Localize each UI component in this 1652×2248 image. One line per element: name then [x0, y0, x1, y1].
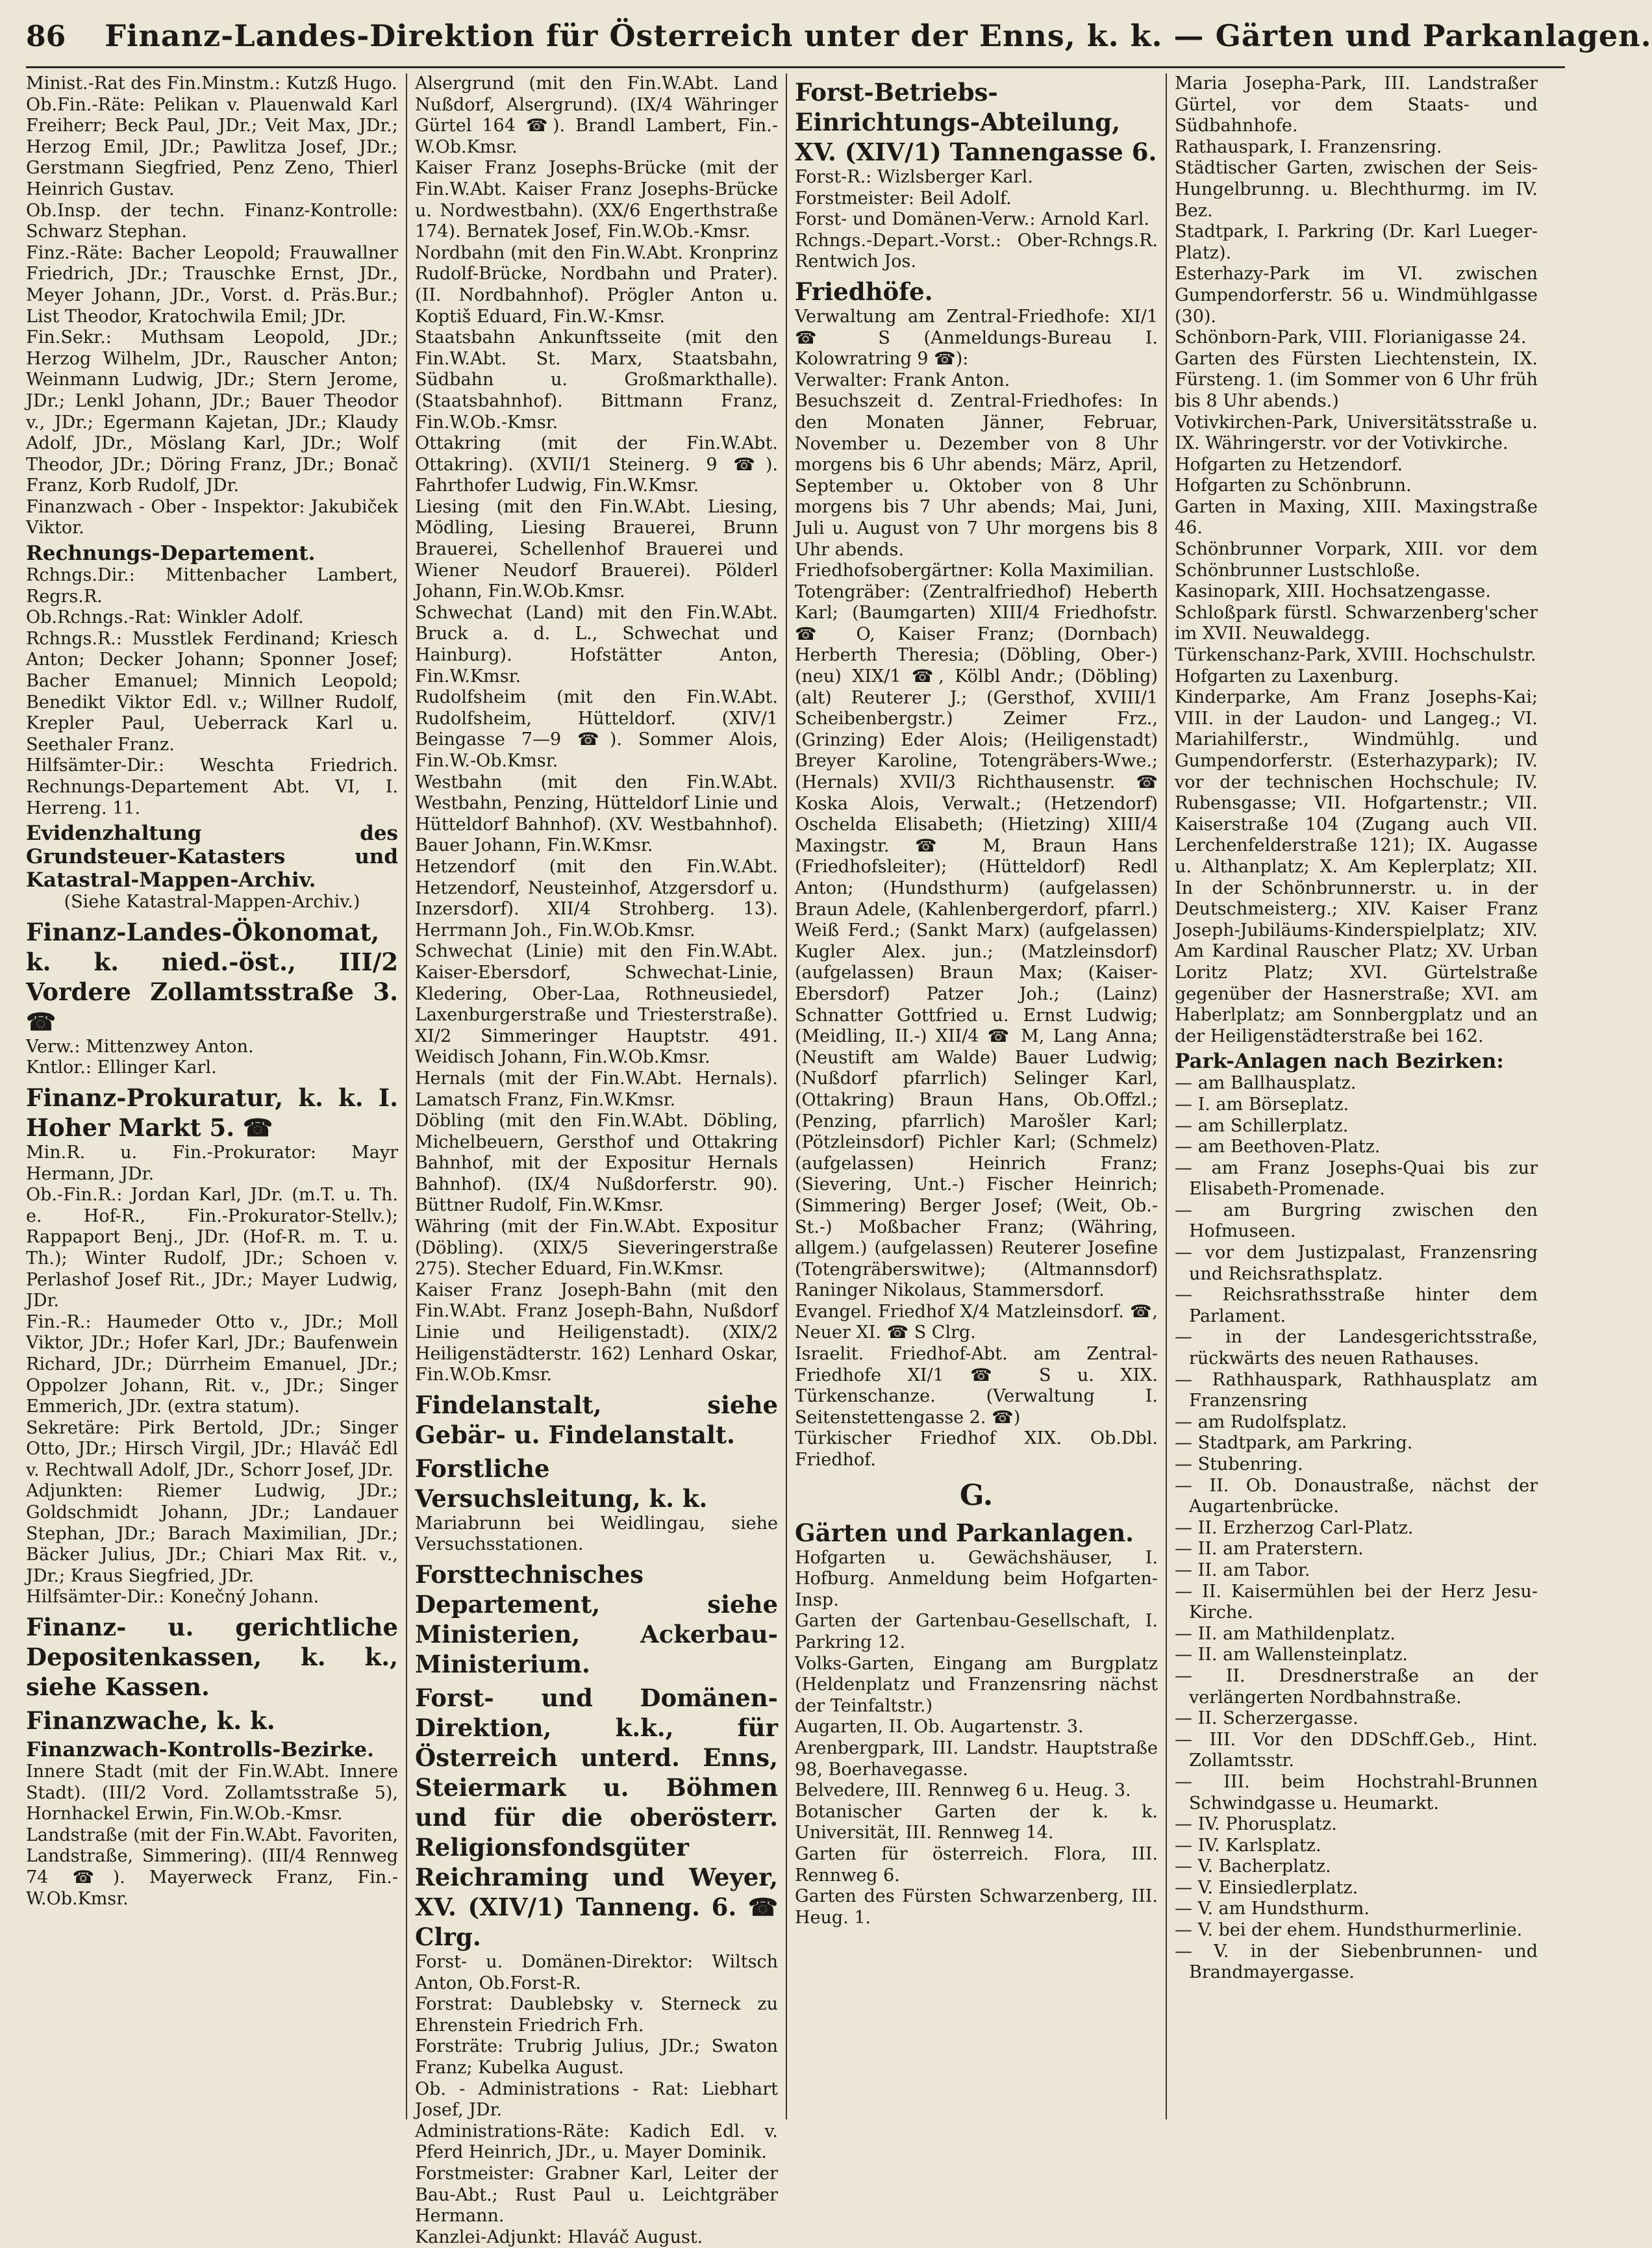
text-entry: Belvedere, III. Rennweg 6 u. Heug. 3.	[795, 1780, 1131, 1801]
text-entry: Garten für österreich. Flora, III. Rennweg 6.	[795, 1843, 1158, 1886]
list-entry: — am Ballhausplatz.	[1175, 1073, 1357, 1094]
section-heading: Forstliche Versuchsleitung, k. k.	[415, 1454, 708, 1513]
list-entry: — am Rudolfsplatz.	[1175, 1411, 1347, 1432]
centered-note: (Siehe Katastral-Mappen-Archiv.)	[64, 892, 360, 913]
list-entry: — V. in der Siebenbrunnen- und Brandmayergasse.	[1175, 1941, 1538, 1983]
text-entry: Evangel. Friedhof X/4 Matzleinsdorf. ☎, Neuer XI. ☎ S Clrg.	[795, 1301, 1158, 1343]
text-entry: Kaiser Franz Joseph-Bahn (mit den Fin.W.Abt. Franz Joseph-Bahn, Nußdorf Linie und Heiligenstadt). (XIX/2 Heiligenstädterstr. 162) Lenhard Oskar, Fin.W.Ob.Kmsr.	[415, 1280, 778, 1385]
text-entry: Schloßpark fürstl. Schwarzenberg'scher im XVII. Neuwaldegg.	[1175, 602, 1538, 644]
list-entry: — IV. Phorusplatz.	[1175, 1814, 1337, 1835]
section-heading: Finanz-Prokuratur, k. k. I. Hoher Markt 5. ☎	[26, 1083, 398, 1142]
text-entry: Westbahn (mit den Fin.W.Abt. Westbahn, Penzing, Hütteldorf Linie und Hütteldorf Bahnhof). (XV. Westbahnhof). Bauer Johann, Fin.W.Kmsr.	[415, 772, 778, 856]
text-entry: Forst- u. Domänen-Direktor: Wiltsch Anton, Ob.Forst-R.	[415, 1952, 778, 1993]
section-heading: Finanz-Landes-Ökonomat, k. k. nied.-öst., III/2 Vordere Zollamtsstraße 3. ☎	[26, 917, 398, 1036]
text-entry: Forsträte: Trubrig Julius, JDr.; Swaton Franz; Kubelka August.	[415, 2036, 778, 2078]
text-entry: Forstrat: Daublebsky v. Sterneck zu Ehrenstein Friedrich Frh.	[415, 1994, 778, 2036]
text-entry: Ottakring (mit der Fin.W.Abt. Ottakring). (XVII/1 Steinerg. 9 ☎). Fahrthofer Ludwig, Fin.W.Kmsr.	[415, 433, 778, 496]
list-entry: — II. Erzherzog Carl-Platz.	[1175, 1517, 1414, 1538]
text-entry: Hetzendorf (mit den Fin.W.Abt. Hetzendorf, Neusteinhof, Atzgersdorf u. Inzersdorf). XII/4 Strohberg. 13). Herrmann Joh., Fin.W.Ob.Kmsr.	[415, 856, 778, 941]
section-heading: Forst- und Domänen-Direktion, k.k., für Österreich unterd. Enns, Steiermark u. Böhmen und für die oberösterr. Religionsfondsgüter Reichraming und Weyer, XV. (XIV/1) Tanneng. 6. ☎ Clrg.	[415, 1684, 778, 1951]
text-entry: Garten des Fürsten Schwarzenberg, III. Heug. 1.	[795, 1886, 1158, 1928]
text-entry: Forstmeister: Grabner Karl, Leiter der Bau-Abt.; Rust Paul u. Leichtgräber Hermann.	[415, 2163, 778, 2227]
list-entry: — vor dem Justizpalast, Franzensring und Reichsrathsplatz.	[1175, 1243, 1538, 1284]
text-entry: Schwechat (Land) mit den Fin.W.Abt. Bruck a. d. L., Schwechat und Hainburg). Hofstätter Anton, Fin.W.Kmsr.	[415, 602, 778, 687]
text-entry: Totengräber: (Zentralfriedhof) Heberth Karl; (Baumgarten) XIII/4 Friedhofstr. ☎ O, Kaiser Franz; (Dornbach) Herberth Theresia; (Döbling, Ober-) (neu) XIX/1 ☎, Kölbl Andr.; (Döbling) (alt) Reuterer J.; (Gersthof, XVIII/1 Scheibenbergstr.) Zeimer Frz., (Grinzing) Eder Alois; (Heiligenstadt) Breyer Karoline, Totengräbers-Wwe.; (Hernals) XVII/3 Richthausenstr. ☎ Koska Alois, Verwalt.; (Hetzendorf) Oschelda Elisabeth; (Hietzing) XIII/4 Maxingstr. ☎ M, Braun Hans (Friedhofsleiter); (Hütteldorf) Redl Anton; (Hundsthurm) (aufgelassen) Braun Adele, (Kahlenbergerdorf, pfarrl.) Weiß Ferd.; (Sankt Marx) (aufgelassen) Kugler Alex. jun.; (Matzleinsdorf) (aufgelassen) Braun Max; (Kaiser-Ebersdorf) Patzer Joh.; (Lainz) Schnatter Gottfried u. Ernst Ludwig; (Meidling, II.-) XII/4 ☎ M, Lang Anna; (Neustift am Walde) Bauer Ludwig; (Nußdorf pfarrlich) Selinger Karl, (Ottakring) Braun Hans, Ob.Offzl.; (Penzing, pfarrlich) Marošler Karl; (Pötzleinsdorf) Pichler Karl; (Schmelz) (aufgelassen) Heinrich Franz; (Sievering, Unt.-) Fischer Heinrich; (Simmering) Berger Josef; (Weit, Ob.-St.-) Moßbacher Franz; (Währing, allgem.) (aufgelassen) Reuterer Josefine (Totengräberswitwe); (Altmannsdorf) Raninger Nikolaus, Stammersdorf.	[795, 581, 1158, 1301]
running-head: Finanz-Landes-Direktion für Österreich unter der Enns, k. k. — Gärten und Parkanlagen.	[105, 18, 1652, 53]
text-entry: Adjunkten: Riemer Ludwig, JDr.; Goldschmidt Johann, JDr.; Landauer Stephan, JDr.; Barach Maximilian, JDr.; Bäcker Julius, JDr.; Chiari Max Rit. v., JDr.; Kraus Siegfried, JDr.	[26, 1481, 398, 1586]
text-entry: Fin.Sekr.: Muthsam Leopold, JDr.; Herzog Wilhelm, JDr., Rauscher Anton; Weinmann Ludwig, JDr.; Stern Jerome, JDr.; Lenkl Johann, JDr.; Bauer Theodor v., JDr.; Egermann Kajetan, JDr.; Klaudy Adolf, JDr., Möslang Karl, JDr.; Wolf Theodor, JDr.; Döring Franz, JDr.; Bonač Franz, Korb Rudolf, JDr.	[26, 327, 398, 496]
list-entry: — II. Dresdnerstraße an der verlängerten Nordbahnstraße.	[1175, 1665, 1538, 1708]
text-entry: Alsergrund (mit den Fin.W.Abt. Land Nußdorf, Alsergrund). (IX/4 Währinger Gürtel 164 ☎). Brandl Lambert, Fin.-W.Ob.Kmsr.	[415, 73, 778, 157]
text-entry: Israelit. Friedhof-Abt. am Zentral-Friedhofe XI/1 ☎ S u. XIX. Türkenschanze. (Verwaltung I. Seitenstettengasse 2. ☎)	[795, 1344, 1158, 1428]
text-entry: Kasinopark, XIII. Hochsatzengasse.	[1175, 581, 1491, 602]
text-entry: Ob.Rchngs.-Rat: Winkler Adolf.	[26, 607, 304, 628]
text-entry: Kaiser Franz Josephs-Brücke (mit der Fin.W.Abt. Kaiser Franz Josephs-Brücke u. Nordwestbahn). (XX/6 Engerthstraße 174). Bernatek Josef, Fin.W.Ob.-Kmsr.	[415, 158, 778, 242]
text-entry: Schönbrunner Vorpark, XIII. vor dem Schönbrunner Lustschloße.	[1175, 539, 1538, 581]
text-entry: Ob.Fin.-Räte: Pelikan v. Plauenwald Karl Freiherr; Beck Paul, JDr.; Veit Max, JDr.; Herzog Emil, JDr.; Pawlitza Josef, JDr.; Gerstmann Siegfried, Penz Zeno, Thierl Heinrich Gustav.	[26, 94, 398, 199]
list-entry: — II. am Mathildenplatz.	[1175, 1623, 1395, 1644]
text-entry: Türkenschanz-Park, XVIII. Hochschulstr.	[1175, 645, 1536, 666]
section-heading: Finanzwache, k. k.	[26, 1706, 275, 1736]
text-entry: Friedhofsobergärtner: Kolla Maximilian.	[795, 561, 1155, 581]
list-entry: — am Franz Josephs-Quai bis zur Elisabeth-Promenade.	[1175, 1157, 1538, 1200]
text-entry: Mariabrunn bei Weidlingau, siehe Versuchsstationen.	[415, 1513, 778, 1555]
list-entry: — II. am Tabor.	[1175, 1560, 1310, 1580]
text-entry: Rchngs.-Depart.-Vorst.: Ober-Rchngs.R. Rentwich Jos.	[795, 230, 1158, 272]
list-entry: — II. Ob. Donaustraße, nächst der Augartenbrücke.	[1175, 1475, 1538, 1517]
text-entry: Türkischer Friedhof XIX. Ob.Dbl. Friedhof.	[795, 1428, 1158, 1471]
text-entry: Esterhazy-Park im VI. zwischen Gumpendorferstr. 56 u. Windmühlgasse (30).	[1175, 264, 1538, 327]
text-entry: Verw.: Mittenzwey Anton.	[26, 1036, 254, 1057]
text-entry: Fin.-R.: Haumeder Otto v., JDr.; Moll Viktor, JDr.; Hofer Karl, JDr.; Baufenwein Richard, JDr.; Dürrheim Emanuel, JDr.; Oppolzer Johann, Rit. v., JDr.; Singer Emmerich, JDr. (extra statum).	[26, 1311, 398, 1417]
text-entry: Forst- und Domänen-Verw.: Arnold Karl.	[795, 209, 1150, 230]
text-entry: Minist.-Rat des Fin.Minstm.: Kutzß Hugo.	[26, 73, 397, 94]
text-entry: Administrations-Räte: Kadich Edl. v. Pferd Heinrich, JDr., u. Mayer Dominik.	[415, 2121, 778, 2163]
section-heading: Friedhöfe.	[795, 277, 933, 306]
list-entry: — V. Einsiedlerplatz.	[1175, 1877, 1358, 1898]
text-entry: Kntlor.: Ellinger Karl.	[26, 1057, 217, 1078]
text-entry: Schönborn-Park, VIII. Florianigasse 24.	[1175, 327, 1527, 348]
text-entry: Städtischer Garten, zwischen der Seis-Hungelbrunng. u. Blechthurmg. im IV. Bez.	[1175, 158, 1538, 221]
list-entry: — am Schillerplatz.	[1175, 1115, 1349, 1136]
list-entry: — III. Vor den DDSchff.Geb., Hint. Zollamtsstr.	[1175, 1729, 1538, 1771]
text-entry: Rchngs.R.: Musstlek Ferdinand; Kriesch Anton; Decker Johann; Sponner Josef; Bacher Emanuel; Minnich Leopold; Benedikt Viktor Edl. v.; Willner Rudolf, Krepler Paul, Ueberrack Karl u. Seethaler Franz.	[26, 628, 398, 755]
column-3	[786, 73, 1166, 2119]
text-entry: Garten der Gartenbau-Gesellschaft, I. Parkring 12.	[795, 1611, 1158, 1652]
column-1	[26, 73, 406, 2119]
text-entry: Landstraße (mit der Fin.W.Abt. Favoriten, Landstraße, Simmering). (III/4 Rennweg 74 ☎). Mayerweck Franz, Fin.-W.Ob.Kmsr.	[26, 1825, 398, 1909]
page-number: 86	[26, 20, 66, 53]
text-entry: Döbling (mit den Fin.W.Abt. Döbling, Michelbeuern, Gersthof und Ottakring Bahnhof, mit der Expositur Hernals Bahnhof). (IX/4 Nußdorferstr. 90). Büttner Rudolf, Fin.W.Kmsr.	[415, 1111, 778, 1216]
section-heading: Gärten und Parkanlagen.	[795, 1518, 1134, 1547]
text-entry: Forst-R.: Wizlsberger Karl.	[795, 167, 1033, 187]
list-entry: — I. am Börseplatz.	[1175, 1094, 1349, 1115]
list-entry: — II. am Praterstern.	[1175, 1539, 1364, 1560]
text-entry: Ob.-Fin.R.: Jordan Karl, JDr. (m.T. u. Th. e. Hof-R., Fin.-Prokurator-Stellv.); Rappaport Benj., JDr. (Hof-R. m. T. u. Th.); Winter Rudolf, JDr.; Schoen v. Perlashof Josef Rit., JDr.; Mayer Ludwig, JDr.	[26, 1185, 398, 1311]
text-entry: Kanzlei-Adjunkt: Hlaváč August.	[415, 2227, 703, 2247]
text-entry: Hofgarten zu Laxenburg.	[1175, 666, 1399, 687]
list-entry: — II. Kaisermühlen bei der Herz Jesu-Kirche.	[1175, 1581, 1538, 1623]
text-entry: Innere Stadt (mit der Fin.W.Abt. Innere Stadt). (III/2 Vord. Zollamtsstraße 5), Hornhackel Erwin, Fin.W.Ob.-Kmsr.	[26, 1762, 398, 1825]
section-letter: G.	[959, 1478, 994, 1512]
text-entry: Verwaltung am Zentral-Friedhofe: XI/1 ☎ S (Anmeldungs-Bureau I. Kolowratring 9 ☎):	[795, 306, 1158, 370]
list-entry: — am Burgring zwischen den Hofmuseen.	[1175, 1200, 1538, 1242]
list-entry: — Stadtpark, am Parkring.	[1175, 1433, 1413, 1454]
text-entry: Hernals (mit der Fin.W.Abt. Hernals). Lamatsch Franz, Fin.W.Kmsr.	[415, 1068, 778, 1110]
text-entry: Währing (mit der Fin.W.Abt. Expositur (Döbling). (XIX/5 Sieveringerstraße 275). Stecher Eduard, Fin.W.Kmsr.	[415, 1217, 778, 1280]
text-entry: Stadtpark, I. Parkring (Dr. Karl Lueger-Platz).	[1175, 221, 1538, 263]
text-entry: Ob.Insp. der techn. Finanz-Kontrolle: Schwarz Stephan.	[26, 200, 398, 242]
list-entry: — Stubenring.	[1175, 1454, 1303, 1474]
text-columns	[26, 73, 1565, 2247]
text-entry: Hilfsämter-Dir.: Konečný Johann.	[26, 1587, 319, 1608]
list-entry: — IV. Karlsplatz.	[1175, 1835, 1321, 1856]
text-entry: Garten des Fürsten Liechtenstein, IX. Fürsteng. 1. (im Sommer von 6 Uhr früh bis 8 Uhr abends.)	[1175, 348, 1538, 411]
text-entry: Kinderparke, Am Franz Josephs-Kai; VIII. in der Laudon- und Langeg.; VI. Mariahilferstr., Windmühlg. und Gumpendorferstr. (Esterhazypark); IV. vor der technischen Hochschule; IV. Rubensgasse; VII. Hofgartenstr.; VII. Kaiserstraße 104 (Zugang auch VII. Lerchenfelderstraße 121); IX. Augasse u. Althanplatz; X. Am Keplerplatz; XII. In der Schönbrunnerstr. u. in der Deutschmeisterg.; XIV. Kaiser Franz Joseph-Jubiläums-Kinderspielplatz; XIV. Am Kardinal Rauscher Platz; XV. Urban Loritz Platz; XVI. Gürtelstraße gegenüber der Hasnerstraße; XVI. am Haberlplatz; am Sonnbergplatz und an der Heiligenstädterstraße bei 162.	[1175, 687, 1538, 1046]
subsection-heading: Rechnungs-Departement.	[26, 542, 316, 566]
list-entry: — II. Scherzergasse.	[1175, 1708, 1358, 1729]
text-entry: Verwalter: Frank Anton.	[795, 370, 1010, 390]
text-entry: Rudolfsheim (mit den Fin.W.Abt. Rudolfsheim, Hütteldorf. (XIV/1 Beingasse 7—9 ☎). Sommer Alois, Fin.W.-Ob.Kmsr.	[415, 687, 778, 771]
text-entry: Garten in Maxing, XIII. Maxingstraße 46.	[1175, 496, 1538, 538]
column-2	[406, 73, 786, 2247]
list-entry: — V. am Hundsthurm.	[1175, 1899, 1370, 1919]
section-heading: Findelanstalt, siehe Gebär- u. Findelanstalt.	[415, 1390, 778, 1449]
section-heading: Forsttechnisches Departement, siehe Ministerien, Ackerbau-Ministerium.	[415, 1560, 778, 1678]
text-entry: Sekretäre: Pirk Bertold, JDr.; Singer Otto, JDr.; Hirsch Virgil, JDr.; Hlaváč Edl v. Rechtwall Adolf, JDr., Schorr Josef, JDr.	[26, 1417, 398, 1480]
text-entry: Hofgarten zu Hetzendorf.	[1175, 454, 1403, 475]
list-entry: — V. bei der ehem. Hundsthurmerlinie.	[1175, 1920, 1523, 1941]
list-entry: — III. beim Hochstrahl-Brunnen Schwindgasse u. Heumarkt.	[1175, 1771, 1538, 1813]
text-entry: Besuchszeit d. Zentral-Friedhofes: In den Monaten Jänner, Februar, November u. Dezember von 8 Uhr morgens bis 6 Uhr abends; März, April, September u. Oktober von 8 Uhr morgens bis 7 Uhr abends; Mai, Juni, Juli u. August von 7 Uhr morgens bis 8 Uhr abends.	[795, 391, 1158, 560]
text-entry: Finanzwach - Ober - Inspektor: Jakubiček Viktor.	[26, 496, 398, 538]
text-entry: Volks-Garten, Eingang am Burgplatz (Heldenplatz und Franzensring nächst der Teinfaltstr.)	[795, 1653, 1158, 1716]
column-4	[1166, 73, 1546, 2119]
text-entry: Finz.-Räte: Bacher Leopold; Frauwallner Friedrich, JDr.; Trauschke Ernst, JDr., Meyer Johann, JDr., Vorst. d. Präs.Bur.; List Theodor, Kratochwila Emil; JDr.	[26, 242, 398, 327]
text-entry: Forstmeister: Beil Adolf.	[795, 188, 1012, 208]
text-entry: Votivkirchen-Park, Universitätsstraße u. IX. Währingerstr. vor der Votivkirche.	[1175, 412, 1538, 454]
text-entry: Hilfsämter-Dir.: Weschta Friedrich. Rechnungs-Departement Abt. VI, I. Herreng. 11.	[26, 755, 398, 818]
subsection-heading: Finanzwach-Kontrolls-Bezirke.	[26, 1738, 374, 1762]
subsection-heading: Park-Anlagen nach Bezirken:	[1175, 1050, 1504, 1074]
text-entry: Maria Josepha-Park, III. Landstraßer Gürtel, vor dem Staats- und Südbahnhofe.	[1175, 73, 1538, 136]
text-entry: Min.R. u. Fin.-Prokurator: Mayr Hermann, JDr.	[26, 1142, 398, 1184]
text-entry: Hofgarten u. Gewächshäuser, I. Hofburg. Anmeldung beim Hofgarten-Insp.	[795, 1547, 1158, 1610]
text-entry: Schwechat (Linie) mit den Fin.W.Abt. Kaiser-Ebersdorf, Schwechat-Linie, Kledering, Ober-Laa, Rothneusiedel, Laxenburgerstraße und Triesterstraße). XI/2 Simmeringer Hauptstr. 491. Weidisch Johann, Fin.W.Ob.Kmsr.	[415, 941, 778, 1068]
list-entry: — Rathhauspark, Rathhausplatz am Franzensring	[1175, 1369, 1538, 1411]
text-entry: Arenbergpark, III. Landstr. Hauptstraße 98, Boerhavegasse.	[795, 1737, 1158, 1780]
list-entry: — in der Landesgerichtsstraße, rückwärts des neuen Rathauses.	[1175, 1327, 1538, 1369]
section-heading: Finanz- u. gerichtliche Depositenkassen, k. k., siehe Kassen.	[26, 1613, 398, 1702]
text-entry: Botanischer Garten der k. k. Universität, III. Rennweg 14.	[795, 1801, 1158, 1843]
text-entry: Augarten, II. Ob. Augartenstr. 3.	[795, 1717, 1084, 1737]
list-entry: — am Beethoven-Platz.	[1175, 1137, 1381, 1157]
text-entry: Rathauspark, I. Franzensring.	[1175, 136, 1442, 157]
list-entry: — Reichsrathsstraße hinter dem Parlament.	[1175, 1285, 1538, 1326]
list-entry: — II. am Wallensteinplatz.	[1175, 1645, 1408, 1665]
text-entry: Liesing (mit den Fin.W.Abt. Liesing, Mödling, Liesing Brauerei, Brunn Brauerei, Schellenhof Brauerei und Wiener Neudorf Brauerei). Pölderl Johann, Fin.W.Ob.Kmsr.	[415, 496, 778, 602]
text-entry: Hofgarten zu Schönbrunn.	[1175, 475, 1412, 496]
text-entry: Staatsbahn Ankunftsseite (mit den Fin.W.Abt. St. Marx, Staatsbahn, Südbahn u. Großmarkthalle). (Staatsbahnhof). Bittmann Franz, Fin.W.Ob.-Kmsr.	[415, 327, 778, 433]
text-entry: Ob. - Administrations - Rat: Liebhart Josef, JDr.	[415, 2078, 778, 2121]
text-entry: Rchngs.Dir.: Mittenbacher Lambert, Regrs.R.	[26, 565, 398, 607]
text-entry: Nordbahn (mit den Fin.W.Abt. Kronprinz Rudolf-Brücke, Nordbahn und Prater). (II. Nordbahnhof). Prögler Anton u. Koptiš Eduard, Fin.W.-Kmsr.	[415, 242, 778, 327]
section-heading: Forst-Betriebs-Einrichtungs-Abteilung, XV. (XIV/1) Tannengasse 6.	[795, 78, 1157, 166]
subsection-heading: Evidenzhaltung des Grundsteuer-Katasters und Katastral-Mappen-Archiv.	[26, 822, 398, 892]
list-entry: — V. Bacherplatz.	[1175, 1856, 1331, 1877]
page-header	[26, 18, 1652, 68]
